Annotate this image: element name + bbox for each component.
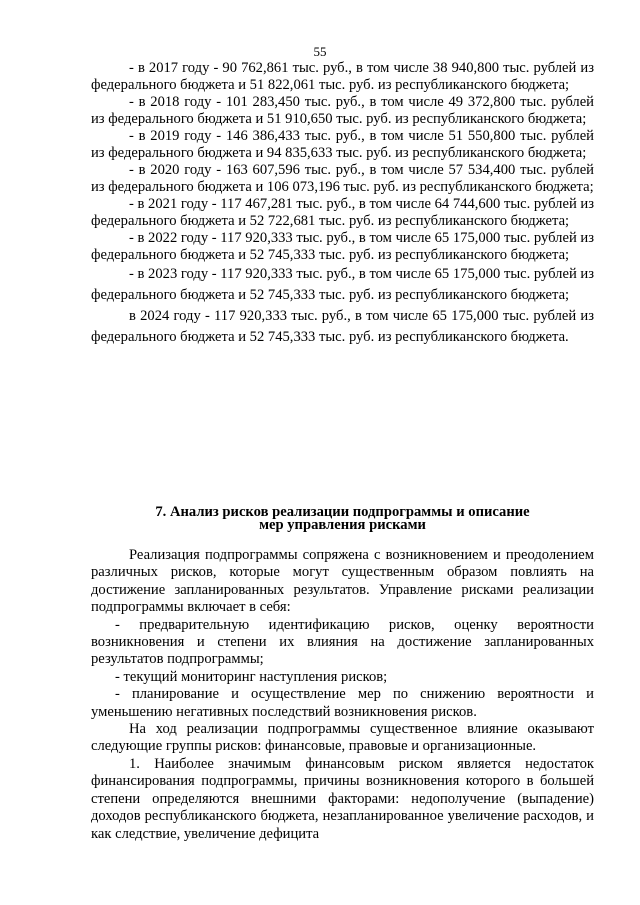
paragraph-financial-risk: 1. Наиболее значимым финансовым риском является недостаток финансирования подпрограммы, причины возникновения которого в большей степени определяются внешними факторами: недополучение (выпадение) доходов республиканского бюджета, незапланированное увеличение расходов, и как следствие, увеличение дефицита	[91, 755, 594, 842]
funding-item-2022: - в 2022 году - 117 920,333 тыс. руб., в том числе 65 175,000 тыс. рублей из федерального бюджета и 52 745,333 тыс. руб. из республиканского бюджета;	[91, 230, 594, 263]
funding-item-2017: - в 2017 году - 90 762,861 тыс. руб., в том числе 38 940,800 тыс. рублей из федерального бюджета и 51 822,061 тыс. руб. из республиканского бюджета;	[91, 60, 594, 93]
bullet-planning: - планирование и осуществление мер по снижению вероятности и уменьшению негативных последствий возникновения рисков.	[91, 686, 594, 720]
funding-item-2021: - в 2021 году - 117 467,281 тыс. руб., в том числе 64 744,600 тыс. рублей из федерального бюджета и 52 722,681 тыс. руб. из республиканского бюджета;	[91, 196, 594, 229]
section-title-line-2: мер управления рисками	[259, 517, 426, 533]
funding-item-2024: в 2024 году - 117 920,333 тыс. руб., в том числе 65 175,000 тыс. рублей из федерального бюджета и 52 745,333 тыс. руб. из республиканского бюджета.	[91, 308, 594, 345]
bullet-monitoring: - текущий мониторинг наступления рисков;	[115, 668, 388, 685]
paragraph-risk-groups: На ход реализации подпрограммы существенное влияние оказывают следующие группы рисков: финансовые, правовые и организационные.	[91, 721, 594, 755]
section-title-line-1: 7. Анализ рисков реализации подпрограммы и описание	[155, 504, 530, 520]
funding-item-2020: - в 2020 году - 163 607,596 тыс. руб., в том числе 57 534,400 тыс. рублей из федерального бюджета и 106 073,196 тыс. руб. из республиканского бюджета;	[91, 162, 594, 195]
bullet-identification: - предварительную идентификацию рисков, оценку вероятности возникновения и степени их влияния на достижение запланированных результатов подпрограммы;	[91, 616, 594, 668]
page-number: 55	[313, 44, 327, 59]
section-title	[91, 506, 594, 532]
funding-item-2023: - в 2023 году - 117 920,333 тыс. руб., в том числе 65 175,000 тыс. рублей из федерального бюджета и 52 745,333 тыс. руб. из республиканского бюджета;	[91, 266, 594, 303]
section-body	[91, 547, 594, 843]
funding-list	[91, 60, 594, 348]
funding-item-2019: - в 2019 году - 146 386,433 тыс. руб., в том числе 51 550,800 тыс. рублей из федерального бюджета и 94 835,633 тыс. руб. из республиканского бюджета;	[91, 128, 594, 161]
paragraph-intro: Реализация подпрограммы сопряжена с возникновением и преодолением различных рисков, которые могут существенным образом повлиять на достижение запланированных результатов. Управление рисками реализации подпрограммы включает в себя:	[91, 547, 594, 616]
funding-item-2018: - в 2018 году - 101 283,450 тыс. руб., в том числе 49 372,800 тыс. рублей из федерального бюджета и 51 910,650 тыс. руб. из республиканского бюджета;	[91, 94, 594, 127]
